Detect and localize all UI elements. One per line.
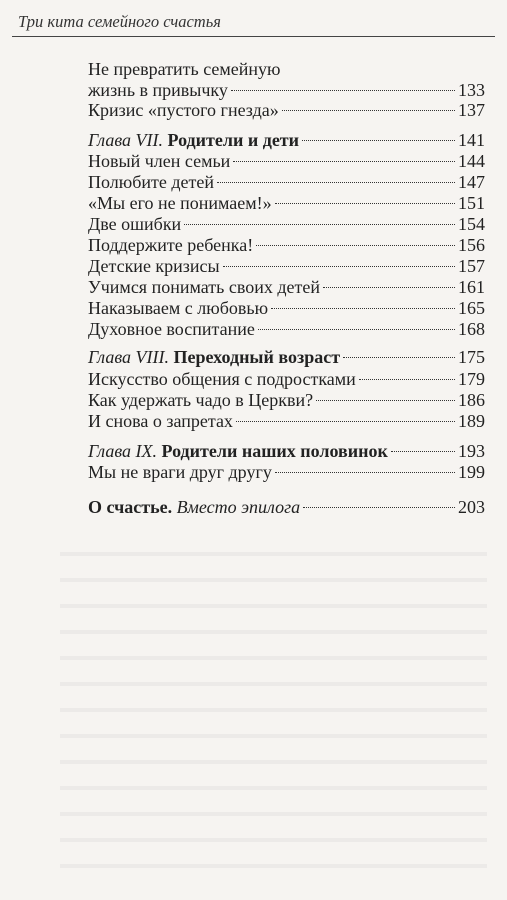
toc-entry-text: Полюбите детей bbox=[88, 172, 214, 192]
toc-entry-text: Поддержите ребенка! bbox=[88, 235, 254, 255]
chapter-label: Глава IX. bbox=[88, 441, 158, 461]
toc-entry-text: Детские кризисы bbox=[88, 256, 220, 276]
dot-leader bbox=[359, 379, 455, 380]
toc-page-number: 179 bbox=[458, 369, 485, 389]
toc-page-number: 199 bbox=[458, 462, 485, 482]
toc-page-number: 147 bbox=[458, 172, 485, 192]
toc-page-number: 144 bbox=[458, 151, 485, 171]
toc-page-number: 157 bbox=[458, 256, 485, 276]
dot-leader bbox=[316, 400, 455, 401]
toc-page-number: 189 bbox=[458, 411, 485, 431]
dot-leader bbox=[271, 308, 455, 309]
toc-chapter bbox=[88, 346, 485, 368]
toc-entry bbox=[88, 192, 485, 214]
dot-leader bbox=[236, 421, 455, 422]
toc-entry bbox=[88, 461, 485, 483]
toc-entry-text: «Мы его не понимаем!» bbox=[88, 193, 272, 213]
dot-leader bbox=[233, 161, 455, 162]
dot-leader bbox=[323, 287, 455, 288]
dot-leader bbox=[231, 90, 455, 91]
toc-page-number: 156 bbox=[458, 235, 485, 255]
toc-page-number: 141 bbox=[458, 130, 485, 150]
toc-entry-text: Духовное воспитание bbox=[88, 319, 255, 339]
header-divider bbox=[12, 36, 495, 37]
running-header-title: Три кита семейного счастья bbox=[18, 12, 221, 31]
toc-entry-text: Кризис «пустого гнезда» bbox=[88, 100, 279, 120]
toc-entry bbox=[88, 368, 485, 390]
toc-page-number: 137 bbox=[458, 100, 485, 120]
toc-chapter bbox=[88, 440, 485, 462]
toc-entry bbox=[88, 171, 485, 193]
epilogue-title: О счастье. bbox=[88, 497, 173, 517]
toc-entry bbox=[88, 389, 485, 411]
toc-entry-text: жизнь в привычку bbox=[88, 80, 228, 100]
dot-leader bbox=[343, 357, 455, 358]
toc-page-number: 186 bbox=[458, 390, 485, 410]
dot-leader bbox=[258, 329, 455, 330]
epilogue-subtitle: Вместо эпилога bbox=[176, 497, 301, 517]
toc-entry bbox=[88, 410, 485, 432]
toc-page-number: 203 bbox=[458, 497, 485, 517]
toc-entry bbox=[88, 150, 485, 172]
toc-epilogue bbox=[88, 496, 485, 518]
bleed-through-texture bbox=[60, 530, 487, 880]
toc-entry-text: Две ошибки bbox=[88, 214, 182, 234]
toc-entry bbox=[88, 234, 485, 256]
dot-leader bbox=[303, 507, 455, 508]
toc-chapter bbox=[88, 129, 485, 151]
toc-entry-text: Наказываем с любовью bbox=[88, 298, 269, 318]
toc-entry-text: И снова о запретах bbox=[88, 411, 233, 431]
toc-page-number: 154 bbox=[458, 214, 485, 234]
toc-entry-text: Мы не враги друг другу bbox=[88, 462, 272, 482]
toc-page-number: 161 bbox=[458, 277, 485, 297]
toc-page-number: 133 bbox=[458, 80, 485, 100]
chapter-title: Переходный возраст bbox=[173, 347, 341, 367]
toc-entry-text: Искусство общения с подростками bbox=[88, 369, 356, 389]
chapter-title: Родители и дети bbox=[167, 130, 300, 150]
toc-entry bbox=[88, 255, 485, 277]
chapter-label: Глава VIII. bbox=[88, 347, 170, 367]
toc-entry bbox=[88, 276, 485, 298]
toc-page-number: 175 bbox=[458, 347, 485, 367]
dot-leader bbox=[256, 245, 455, 246]
toc-entry bbox=[88, 79, 485, 101]
toc-page-number: 193 bbox=[458, 441, 485, 461]
dot-leader bbox=[217, 182, 455, 183]
toc-entry-text: Учимся понимать своих детей bbox=[88, 277, 320, 297]
dot-leader bbox=[391, 451, 455, 452]
chapter-label: Глава VII. bbox=[88, 130, 164, 150]
dot-leader bbox=[275, 203, 455, 204]
dot-leader bbox=[282, 110, 455, 111]
toc-page-number: 165 bbox=[458, 298, 485, 318]
dot-leader bbox=[223, 266, 455, 267]
dot-leader bbox=[184, 224, 455, 225]
chapter-title: Родители наших половинок bbox=[161, 441, 388, 461]
toc-entry bbox=[88, 99, 485, 121]
toc-entry bbox=[88, 318, 485, 340]
toc-page-number: 151 bbox=[458, 193, 485, 213]
toc-entry-text: Новый член семьи bbox=[88, 151, 231, 171]
toc-page-number: 168 bbox=[458, 319, 485, 339]
toc-entry bbox=[88, 297, 485, 319]
toc-entry-first-line: Не превратить семейную bbox=[88, 59, 281, 79]
dot-leader bbox=[302, 140, 455, 141]
dot-leader bbox=[275, 472, 455, 473]
toc-entry bbox=[88, 213, 485, 235]
toc-entry-text: Как удержать чадо в Церкви? bbox=[88, 390, 314, 410]
